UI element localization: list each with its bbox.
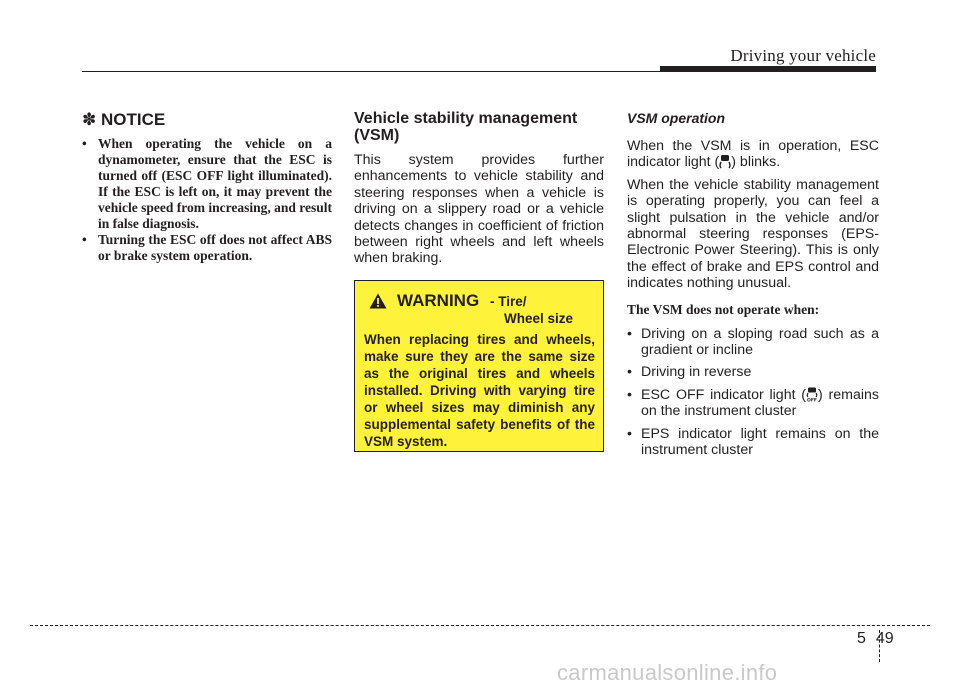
watermark: carmanualsonline.info (557, 660, 778, 685)
warning-subtitle-line2: Wheel size (504, 311, 574, 326)
vsm-not-operate-list (627, 326, 879, 459)
esc-off-icon-label: OFF (807, 398, 818, 402)
vsm-operation-paragraph-1: When the VSM is in operation, ESC indicator light ( ) blinks. (627, 138, 879, 171)
warning-body: When replacing tires and wheels, make sure they are the same size as the original tires and wheels installed. Driving with varying tire or wheel sizes may diminish any supplemental safety benefits of the VSM system. (364, 332, 595, 449)
list-item: • EPS indicator light remains on the instrument cluster (627, 426, 879, 459)
warning-subtitle-line1: - Tire/ (490, 294, 527, 309)
vsm-operation-column (627, 110, 879, 465)
section-number: 5 (857, 630, 866, 647)
warning-triangle-icon (369, 293, 387, 309)
list-item: • ESC OFF indicator light ( OFF ) remains on the instrument cluster (627, 387, 879, 420)
notice-item: • Turning the ESC off does not affect ABS or brake system operation. (82, 232, 332, 264)
esc-indicator-icon (719, 154, 731, 169)
page-number (857, 630, 894, 648)
vsm-heading: Vehicle stability management (VSM) (354, 110, 578, 144)
page-header-title: Driving your vehicle (730, 46, 876, 65)
notice-list (82, 136, 332, 264)
vsm-column (354, 110, 604, 273)
notice-column (82, 110, 332, 264)
page-number-separator (879, 630, 880, 662)
notice-item: • When operating the vehicle on a dynamometer, ensure that the ESC is turned off (ESC OFF light illuminated). If the ESC is left on, it may prevent the vehicle speed from increasing, and result in false diagnosis. (82, 136, 332, 232)
list-item: • Driving on a sloping road such as a gradient or incline (627, 326, 879, 359)
warning-word: WARNING (397, 291, 480, 310)
vsm-operation-heading: VSM operation (627, 110, 726, 126)
warning-title-row (364, 291, 595, 327)
vsm-not-operate-heading: The VSM does not operate when: (627, 301, 820, 317)
header-rule-bar (660, 66, 876, 72)
notice-heading: ✽ NOTICE (82, 110, 166, 129)
vsm-operation-paragraph-2: When the vehicle stability management is operating properly, you can feel a slight pulsation in the vehicle and/or abnormal steering responses (EPS- Electronic Power Steering). This is only the effect of brake and EPS control and indicates nothing unusual. (627, 176, 879, 292)
footer-rule (30, 625, 930, 626)
esc-off-indicator-icon (806, 387, 818, 402)
vsm-body: This system provides further enhancements to vehicle stability and steering responses when a vehicle is driving on a slippery road or a vehicle detects changes in coefficient of friction between right wheels and left wheels when braking. (354, 152, 604, 267)
list-item: • Driving in reverse (627, 364, 879, 380)
page-number-value: 49 (875, 630, 894, 647)
warning-box (354, 280, 604, 452)
